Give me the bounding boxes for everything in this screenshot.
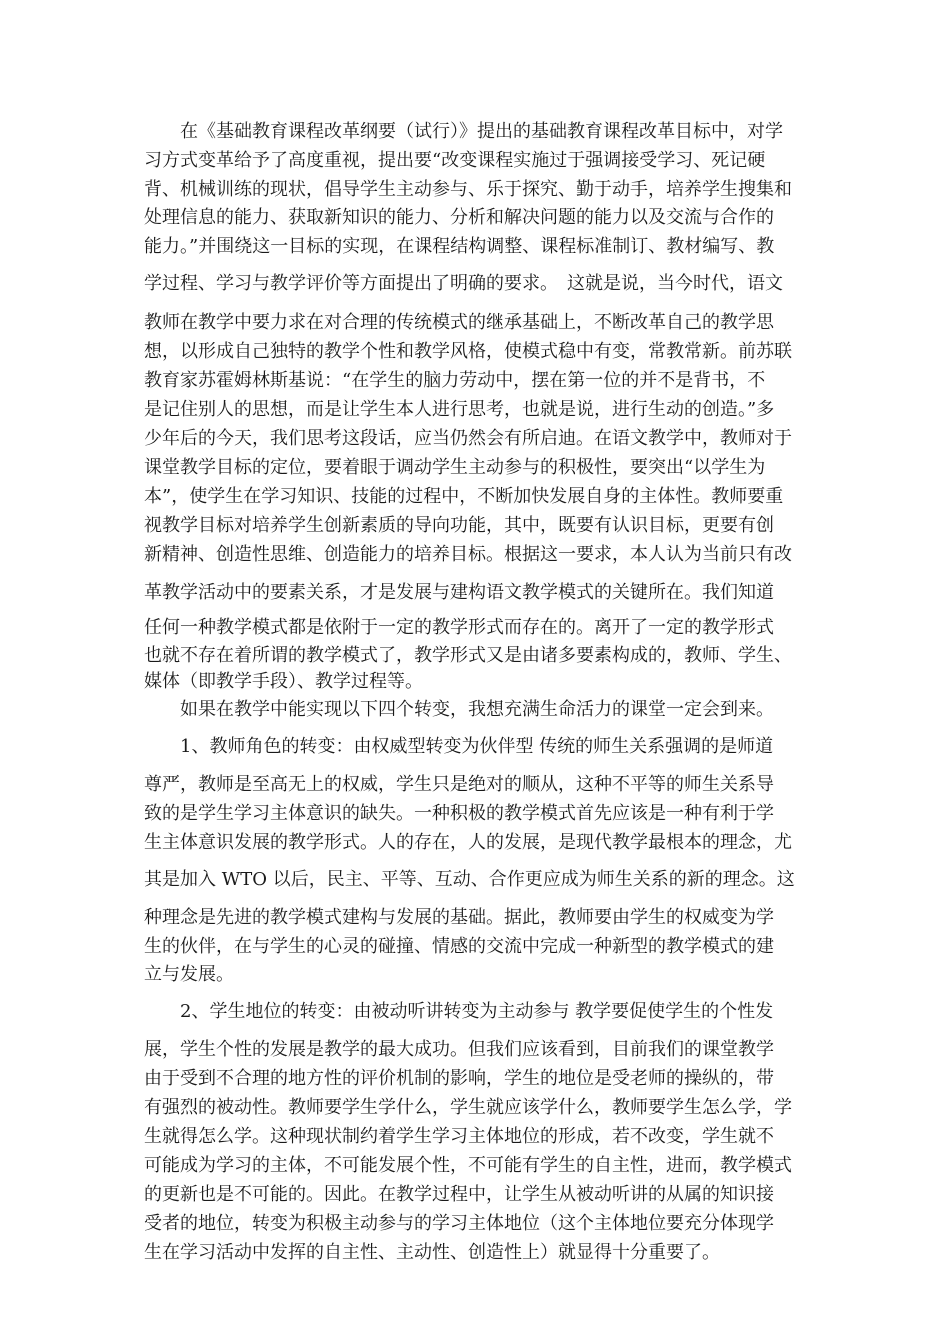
text-line: 在《基础教育课程改革纲要（试行）》提出的基础教育课程改革目标中，对学 [144, 121, 783, 142]
text-line: 由于受到不合理的地方性的评价机制的影响，学生的地位是受老师的操纵的，带 [144, 1068, 774, 1089]
text-line: 革教学活动中的要素关系，才是发展与建构语文教学模式的关键所在。我们知道 [144, 582, 774, 603]
text-line: 生就得怎么学。这种现状制约着学生学习主体地位的形成，若不改变，学生就不 [144, 1126, 774, 1147]
text-line: 展，学生个性的发展是教学的最大成功。但我们应该看到，目前我们的课堂教学 [144, 1039, 774, 1060]
text-line: 致的是学生学习主体意识的缺失。一种积极的教学模式首先应该是一种有利于学 [144, 803, 774, 824]
text-line: 有强烈的被动性。教师要学生学什么，学生就应该学什么，教师要学生怎么学，学 [144, 1097, 792, 1118]
text-line: 尊严，教师是至高无上的权威，学生只是绝对的顺从，这种不平等的师生关系导 [144, 774, 774, 795]
text-line: 生主体意识发展的教学形式。人的存在，人的发展，是现代教学最根本的理念，尤 [144, 832, 792, 853]
text-line: 新精神、创造性思维、创造能力的培养目标。根据这一要求，本人认为当前只有改 [144, 544, 792, 565]
text-line: 也就不存在着所谓的教学模式了，教学形式又是由诸多要素构成的，教师、学生、 [144, 645, 792, 666]
text-line: 教育家苏霍姆林斯基说：“在学生的脑力劳动中，摆在第一位的并不是背书，不 [144, 370, 766, 391]
text-line: 是记住别人的思想，而是让学生本人进行思考，也就是说，进行生动的创造。”多 [144, 399, 775, 420]
text-line: 如果在教学中能实现以下四个转变，我想充满生命活力的课堂一定会到来。 [144, 699, 774, 720]
text-line: 立与发展。 [144, 964, 234, 985]
text-line: 1、教师角色的转变：由权威型转变为伙伴型 传统的师生关系强调的是师道 [144, 736, 774, 757]
text-line: 能力。”并围绕这一目标的实现，在课程结构调整、课程标准制订、教材编写、教 [144, 236, 775, 257]
text-line: 的更新也是不可能的。因此。在教学过程中，让学生从被动听讲的从属的知识接 [144, 1184, 774, 1205]
text-line: 生在学习活动中发挥的自主性、主动性、创造性上）就显得十分重要了。 [144, 1242, 720, 1263]
text-line: 受者的地位，转变为积极主动参与的学习主体地位（这个主体地位要充分体现学 [144, 1213, 774, 1234]
text-line: 课堂教学目标的定位，要着眼于调动学生主动参与的积极性，要突出“以学生为 [144, 457, 766, 478]
text-line: 习方式变革给予了高度重视，提出要“改变课程实施过于强调接受学习、死记硬 [144, 150, 766, 171]
text-line: 少年后的今天，我们思考这段话，应当仍然会有所启迪。在语文教学中，教师对于 [144, 428, 792, 449]
text-line: 媒体（即教学手段）、教学过程等。 [144, 671, 423, 692]
text-line: 可能成为学习的主体，不可能发展个性，不可能有学生的自主性，进而，教学模式 [144, 1155, 792, 1176]
text-line: 任何一种教学模式都是依附于一定的教学形式而存在的。离开了一定的教学形式 [144, 617, 774, 638]
text-line: 2、学生地位的转变：由被动听讲转变为主动参与 教学要促使学生的个性发 [144, 1001, 774, 1022]
text-line: 学过程、学习与教学评价等方面提出了明确的要求。 这就是说，当今时代，语文 [144, 273, 783, 294]
text-line: 生的伙伴，在与学生的心灵的碰撞、情感的交流中完成一种新型的教学模式的建 [144, 936, 774, 957]
text-line: 想，以形成自己独特的教学个性和教学风格，使模式稳中有变，常教常新。前苏联 [144, 341, 792, 362]
text-line: 处理信息的能力、获取新知识的能力、分析和解决问题的能力以及交流与合作的 [144, 207, 774, 228]
text-line: 本”，使学生在学习知识、技能的过程中，不断加快发展自身的主体性。教师要重 [144, 486, 784, 507]
text-line: 背、机械训练的现状，倡导学生主动参与、乐于探究、勤于动手，培养学生搜集和 [144, 179, 792, 200]
text-line: 其是加入 WTO 以后，民主、平等、互动、合作更应成为师生关系的新的理念。这 [144, 869, 795, 890]
text-line: 种理念是先进的教学模式建构与发展的基础。据此，教师要由学生的权威变为学 [144, 907, 774, 928]
text-line: 视教学目标对培养学生创新素质的导向功能，其中，既要有认识目标，更要有创 [144, 515, 774, 536]
text-line: 教师在教学中要力求在对合理的传统模式的继承基础上，不断改革自己的教学思 [144, 312, 774, 333]
